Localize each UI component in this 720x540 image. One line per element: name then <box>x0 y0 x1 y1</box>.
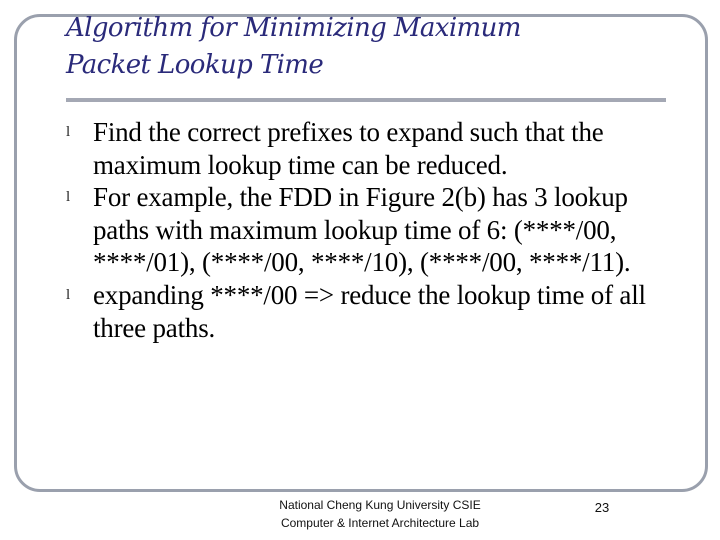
footer-org-line2: Computer & Internet Architecture Lab <box>280 516 480 530</box>
footer-org-line1: National Cheng Kung University CSIE <box>279 498 481 512</box>
bullet-item <box>66 279 666 344</box>
bullet-item <box>66 181 666 279</box>
slide-title: Algorithm for Minimizing Maximum Packet Lookup Time <box>66 13 521 80</box>
bullet-item <box>66 116 666 181</box>
bullet-icon: l <box>66 189 70 206</box>
bullet-icon: l <box>66 124 70 140</box>
bullet-icon: l <box>66 286 70 303</box>
bullet-text: For example, the FDD in Figure 2(b) has 3 lookup paths with maximum lookup time of 6: (****/00, ****/01), (****/00, ****/10), (****/00, ****/11). <box>93 182 631 278</box>
bullet-text: Find the correct prefixes to expand such that the maximum lookup time can be reduced. <box>93 117 604 180</box>
page-number: 23 <box>594 500 610 515</box>
bullet-list <box>66 116 666 344</box>
title-divider <box>66 98 666 102</box>
footer-organization <box>238 496 522 532</box>
bullet-text: expanding ****/00 => reduce the lookup time of all three paths. <box>93 279 646 343</box>
